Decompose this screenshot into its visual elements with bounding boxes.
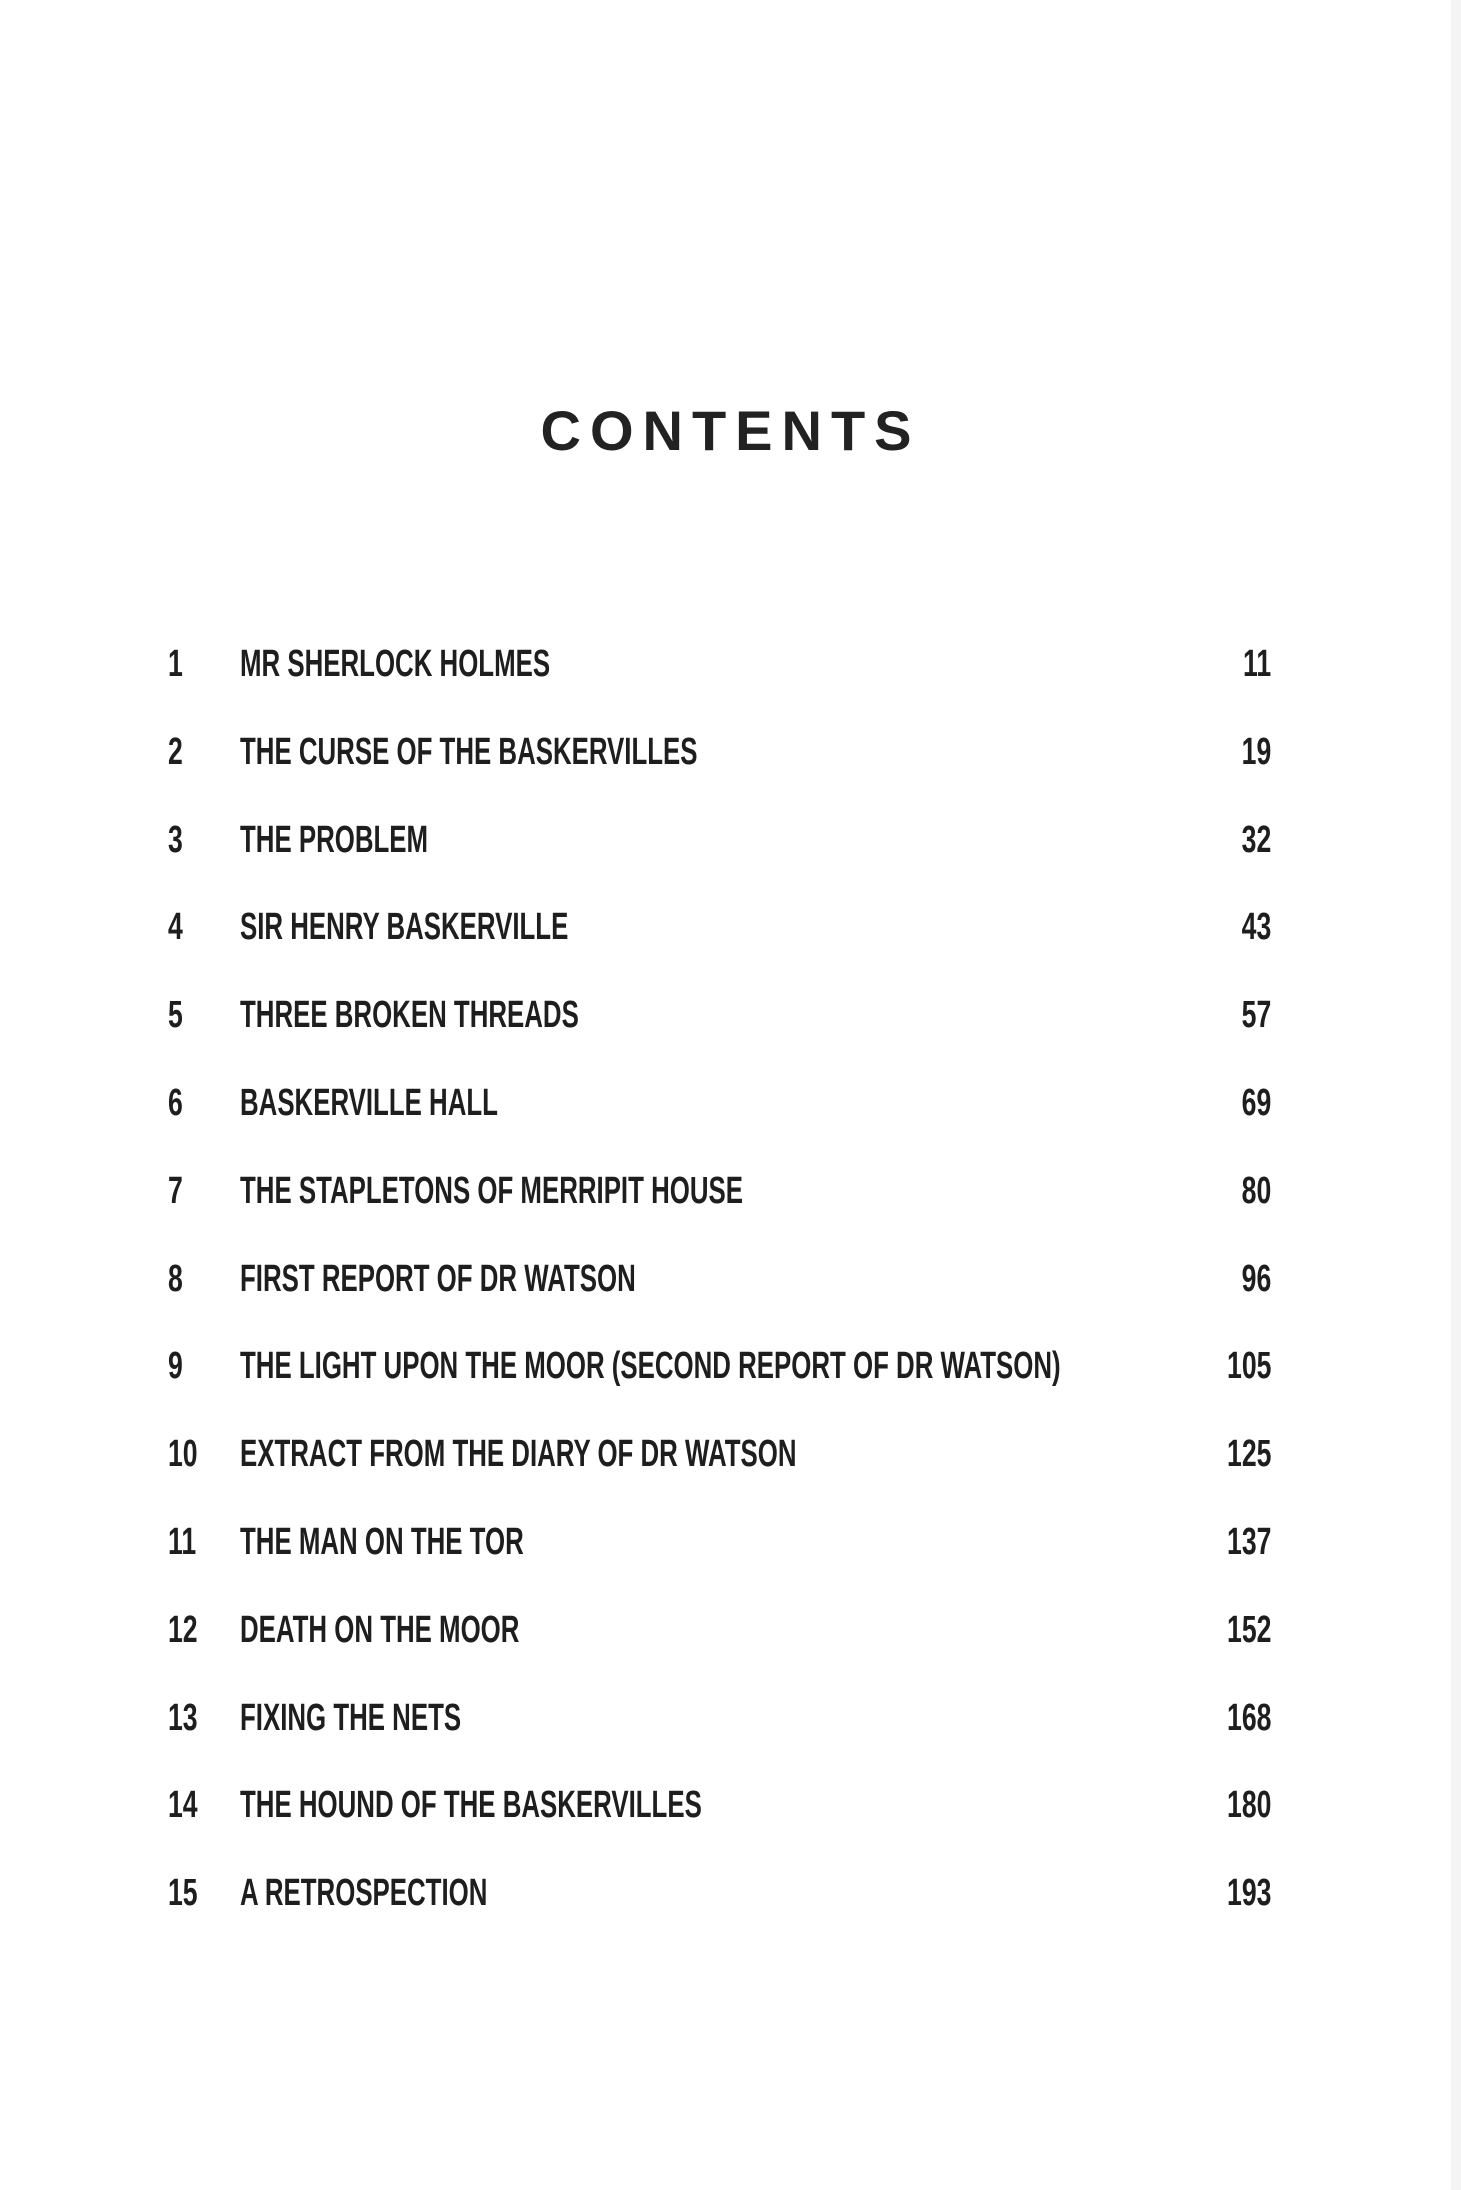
toc-entry[interactable] xyxy=(0,1254,1461,1304)
page-number: 125 xyxy=(1226,1433,1271,1476)
chapter-number: 7 xyxy=(168,1169,183,1212)
chapter-number: 4 xyxy=(168,906,183,949)
page-number: 168 xyxy=(1226,1696,1271,1739)
toc-entry[interactable] xyxy=(0,815,1461,865)
chapter-title: FIRST REPORT OF DR WATSON xyxy=(240,1257,636,1300)
page-number: 137 xyxy=(1226,1521,1271,1563)
chapter-title: THE PROBLEM xyxy=(240,818,429,861)
chapter-title: THE HOUND OF THE BASKERVILLES xyxy=(240,1784,702,1827)
chapter-title: THREE BROKEN THREADS xyxy=(240,994,579,1037)
page-number: 19 xyxy=(1241,730,1271,773)
page-number: 80 xyxy=(1241,1169,1271,1212)
toc-entry[interactable] xyxy=(0,727,1461,777)
chapter-title: FIXING THE NETS xyxy=(240,1696,462,1739)
toc-entry[interactable] xyxy=(0,1166,1461,1216)
chapter-title: THE STAPLETONS OF MERRIPIT HOUSE xyxy=(240,1169,743,1212)
chapter-title: THE MAN ON THE TOR xyxy=(240,1521,524,1563)
page-number: 32 xyxy=(1241,818,1271,861)
page-number: 180 xyxy=(1226,1784,1271,1827)
toc-entry[interactable] xyxy=(0,902,1461,952)
toc-entry[interactable] xyxy=(0,1868,1461,1918)
chapter-title: DEATH ON THE MOOR xyxy=(240,1608,520,1651)
toc-entry[interactable] xyxy=(0,1078,1461,1128)
chapter-number: 13 xyxy=(168,1696,198,1739)
chapter-number: 6 xyxy=(168,1082,183,1124)
chapter-title: EXTRACT FROM THE DIARY OF DR WATSON xyxy=(240,1433,797,1476)
chapter-number: 10 xyxy=(168,1433,198,1476)
chapter-number: 5 xyxy=(168,994,183,1037)
chapter-title: MR SHERLOCK HOLMES xyxy=(240,643,551,685)
chapter-number: 11 xyxy=(168,1521,197,1563)
toc-entry[interactable] xyxy=(0,1429,1461,1479)
page-number: 105 xyxy=(1226,1345,1271,1388)
chapter-number: 2 xyxy=(168,730,183,773)
toc-entry[interactable] xyxy=(0,639,1461,689)
chapter-number: 1 xyxy=(168,643,183,685)
chapter-number: 8 xyxy=(168,1257,183,1300)
chapter-number: 9 xyxy=(168,1345,183,1388)
page-number: 43 xyxy=(1241,906,1271,949)
chapter-number: 3 xyxy=(168,818,183,861)
chapter-title: SIR HENRY BASKERVILLE xyxy=(240,906,569,949)
page-number: 57 xyxy=(1241,994,1271,1037)
chapter-title: THE CURSE OF THE BASKERVILLES xyxy=(240,730,698,773)
toc-entry[interactable] xyxy=(0,990,1461,1040)
page-number: 11 xyxy=(1242,643,1271,685)
toc-entry[interactable] xyxy=(0,1693,1461,1743)
page-title: CONTENTS xyxy=(540,399,921,462)
chapter-number: 12 xyxy=(168,1608,198,1651)
page-number: 152 xyxy=(1226,1608,1271,1651)
toc-entry[interactable] xyxy=(0,1517,1461,1567)
chapter-title: BASKERVILLE HALL xyxy=(240,1082,498,1124)
page-number: 193 xyxy=(1226,1872,1271,1915)
chapter-title: A RETROSPECTION xyxy=(240,1872,488,1915)
toc-entry[interactable] xyxy=(0,1605,1461,1655)
chapter-number: 15 xyxy=(168,1872,198,1915)
chapter-number: 14 xyxy=(168,1784,198,1827)
page-number: 69 xyxy=(1241,1082,1271,1124)
page-number: 96 xyxy=(1241,1257,1271,1300)
chapter-title: THE LIGHT UPON THE MOOR (SECOND REPORT OF DR WATSON) xyxy=(240,1345,1061,1388)
toc-entry[interactable] xyxy=(0,1780,1461,1830)
toc-entry[interactable] xyxy=(0,1341,1461,1391)
